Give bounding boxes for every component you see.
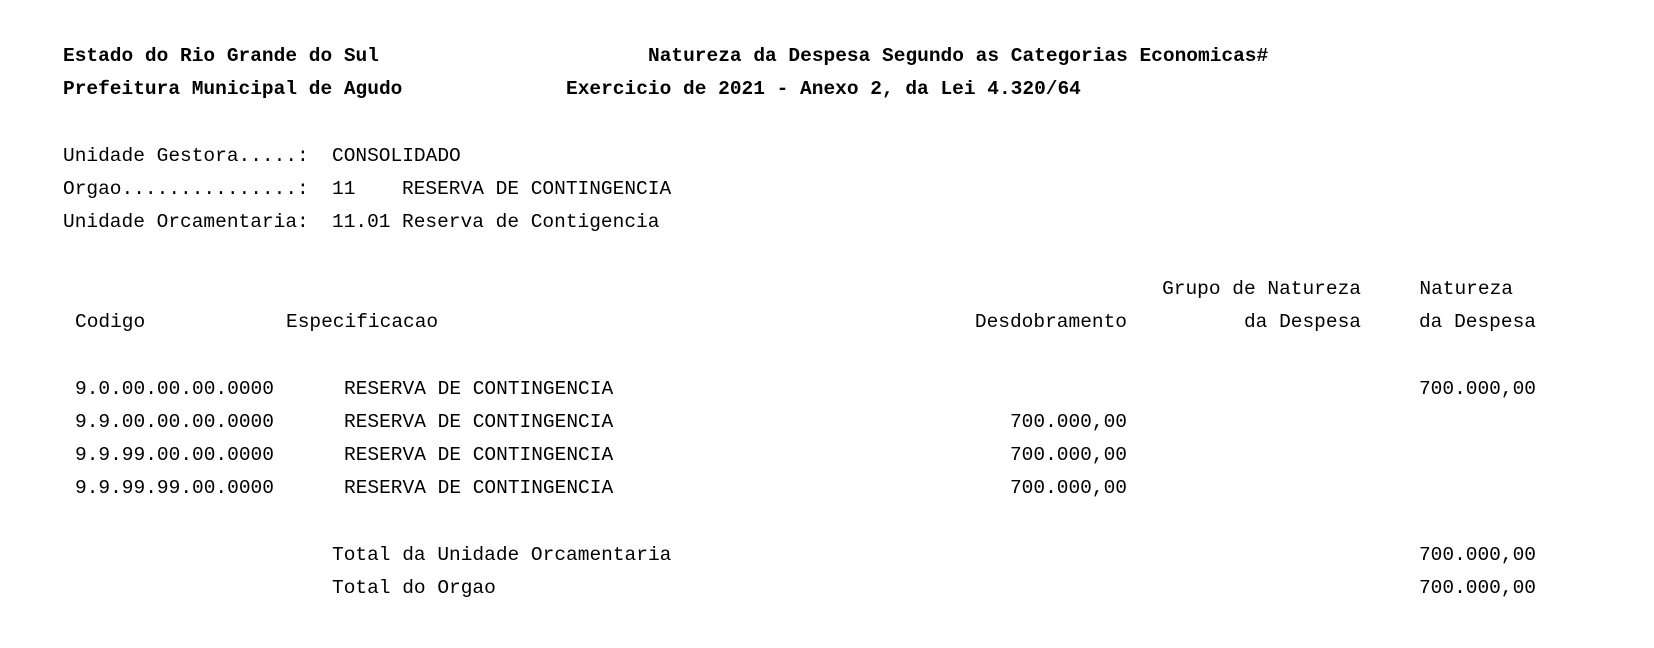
col-natureza-header-line1: Natureza (1419, 278, 1513, 300)
orgao-label: Orgao...............: (63, 178, 309, 200)
row-especificacao: RESERVA DE CONTINGENCIA (344, 378, 614, 400)
row-codigo: 9.9.00.00.00.0000 (75, 411, 274, 433)
orgao-name: RESERVA DE CONTINGENCIA (402, 178, 672, 200)
unidade-orcamentaria-name: Reserva de Contigencia (402, 211, 660, 233)
col-grupo-header-line2: da Despesa (1243, 311, 1361, 333)
unidade-orcamentaria-label: Unidade Orcamentaria: (63, 211, 309, 233)
col-grupo-header-line1: Grupo de Natureza (1162, 278, 1361, 300)
row-codigo: 9.9.99.99.00.0000 (75, 477, 274, 499)
col-especificacao-header: Especificacao (286, 311, 439, 333)
row-natureza: 700.000,00 (1418, 378, 1536, 400)
total-orgao-label: Total do Orgao (332, 577, 496, 599)
col-codigo-header: Codigo (75, 311, 146, 333)
row-especificacao: RESERVA DE CONTINGENCIA (344, 477, 614, 499)
city-name: Prefeitura Municipal de Agudo (63, 78, 403, 100)
total-unidade-label: Total da Unidade Orcamentaria (332, 544, 672, 566)
total-orgao-value: 700.000,00 (1418, 577, 1536, 599)
unidade-gestora-value: CONSOLIDADO (332, 145, 461, 167)
report-subtitle: Exercicio de 2021 - Anexo 2, da Lei 4.320/64 (566, 78, 1081, 100)
row-especificacao: RESERVA DE CONTINGENCIA (344, 411, 614, 433)
row-codigo: 9.0.00.00.00.0000 (75, 378, 274, 400)
row-especificacao: RESERVA DE CONTINGENCIA (344, 444, 614, 466)
orgao-code: 11 (332, 178, 356, 200)
unidade-gestora-label: Unidade Gestora.....: (63, 145, 309, 167)
row-codigo: 9.9.99.00.00.0000 (75, 444, 274, 466)
row-desdobramento: 700.000,00 (1009, 411, 1127, 433)
state-name: Estado do Rio Grande do Sul (63, 45, 379, 67)
total-unidade-value: 700.000,00 (1418, 544, 1536, 566)
unidade-orcamentaria-code: 11.01 (332, 211, 391, 233)
row-desdobramento: 700.000,00 (1009, 477, 1127, 499)
report-title: Natureza da Despesa Segundo as Categorias Economicas# (648, 45, 1269, 67)
col-natureza-header-line2: da Despesa (1418, 311, 1536, 333)
row-desdobramento: 700.000,00 (1009, 444, 1127, 466)
col-desdobramento-header: Desdobramento (974, 311, 1127, 333)
